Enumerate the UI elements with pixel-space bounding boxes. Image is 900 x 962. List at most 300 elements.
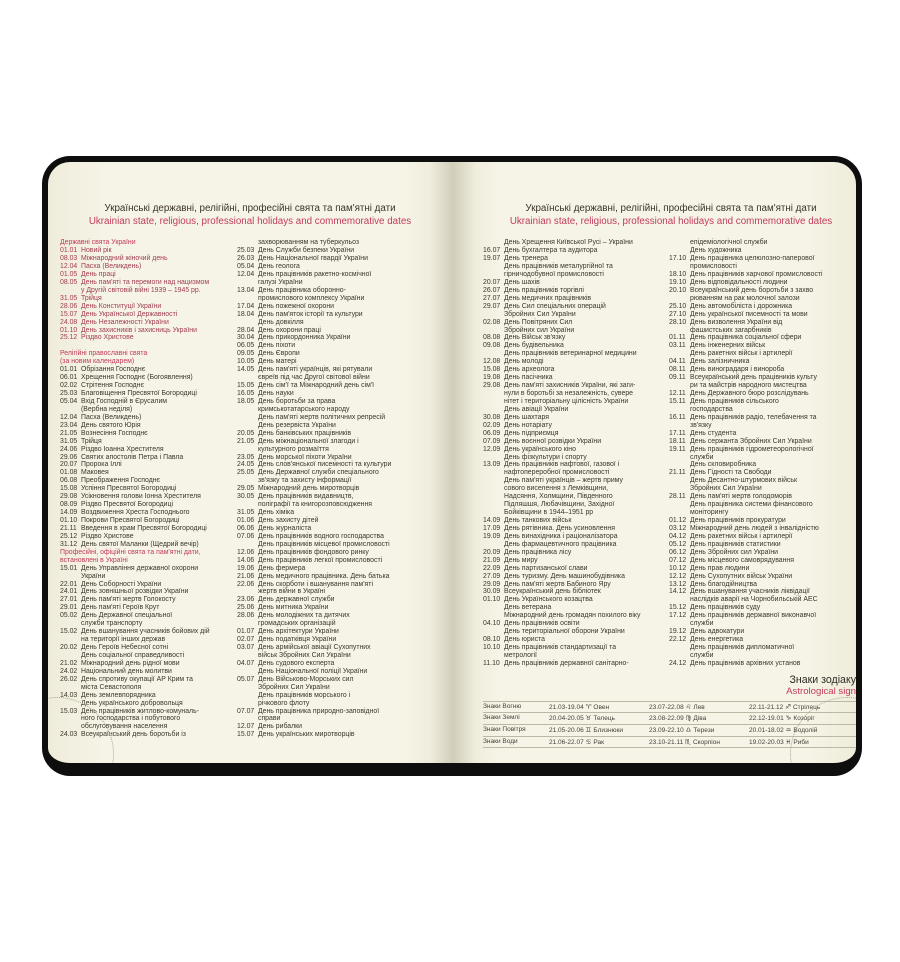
- date-label: 08.08: [483, 334, 501, 342]
- date-label: 15.12: [669, 604, 687, 612]
- zodiac-sign-name: Водолій: [793, 727, 818, 734]
- holiday-line: зв'язку: [690, 421, 712, 429]
- holiday-line: [60, 382, 237, 390]
- holiday-text: День працівників видавництв,: [258, 493, 354, 501]
- holiday-text: День святої Маланки (Щедрий вечір): [81, 540, 199, 548]
- zodiac-date-range: 22.12-19.01: [749, 715, 786, 723]
- zodiac-title-ukrainian: Знаки зодіаку: [789, 673, 856, 686]
- date-label: 01.11: [669, 334, 686, 342]
- holiday-line: [237, 525, 435, 533]
- holiday-line: [669, 533, 856, 541]
- holiday-line: рюванням на рак молочної залози: [690, 294, 800, 302]
- date-label: 02.07: [237, 636, 255, 644]
- holiday-line: [483, 660, 669, 668]
- date-label: 12.07: [237, 723, 255, 731]
- date-label: 05.12: [669, 540, 687, 548]
- holiday-line: [60, 303, 237, 311]
- zodiac-date-range: 21.03-19.04: [549, 703, 586, 711]
- holiday-line: [60, 644, 237, 652]
- holiday-text: День українського кіно: [504, 445, 576, 453]
- holiday-text: День Повітряних Сил: [504, 318, 573, 326]
- holiday-line: кримськотатарського народу: [258, 405, 350, 413]
- date-label: 28.10: [669, 318, 687, 326]
- holiday-line: [60, 255, 237, 263]
- zodiac-sign-cell: [649, 737, 749, 748]
- holiday-text: День працівників торгівлі: [504, 286, 584, 294]
- holiday-line: справи: [258, 715, 281, 723]
- holiday-line: [483, 446, 669, 454]
- holiday-line: [669, 549, 856, 557]
- date-label: 08.10: [483, 636, 501, 644]
- date-label: 15.05: [237, 382, 255, 390]
- holiday-line: [237, 708, 435, 716]
- holiday-line: День працівника системи фінансового: [690, 501, 813, 509]
- holiday-line: День скловиробника: [690, 461, 757, 469]
- holiday-text: День бухгалтера та аудитора: [504, 247, 598, 255]
- holiday-text: День Українського козацтва: [504, 596, 593, 604]
- date-label: 19.12: [669, 628, 687, 636]
- holiday-line: [237, 660, 435, 668]
- left-page-columns: [60, 239, 452, 739]
- date-label: 18.05: [237, 397, 255, 405]
- date-label: 29.01: [60, 604, 78, 612]
- holiday-text: День медичних працівників: [504, 294, 592, 302]
- holiday-line: [60, 525, 237, 533]
- holiday-text: День Соборності України: [81, 580, 162, 588]
- holiday-line: День працівників ветеринарної медицини: [504, 350, 637, 358]
- holiday-line: [60, 533, 237, 541]
- zodiac-element-label: Знаки Вогню: [483, 702, 522, 710]
- holiday-text: День пам'яток історії та культури: [258, 310, 363, 318]
- holiday-line: День територіальної оборони України: [504, 628, 625, 636]
- holiday-line: [483, 517, 669, 525]
- holiday-text: День тренера: [504, 255, 548, 263]
- holiday-line: Підляшшя, Любачівщини, Західної: [504, 501, 615, 509]
- holiday-line: господарства: [690, 405, 733, 413]
- holiday-text: День Збройних сил України: [690, 548, 778, 556]
- date-label: 15.01: [60, 564, 78, 572]
- holiday-column-1: [60, 239, 237, 739]
- holiday-line: [483, 366, 669, 374]
- zodiac-sign-cell: [549, 713, 649, 724]
- holiday-text: День працівників прокуратури: [690, 517, 786, 524]
- holiday-line: [237, 390, 435, 398]
- right-page-header: [452, 203, 856, 228]
- holiday-text: День праці: [81, 270, 116, 278]
- holiday-text: День Військ зв'язку: [504, 334, 566, 342]
- holiday-text: День вшанування учасників бойових дій: [81, 628, 210, 636]
- holiday-line: епідеміологічної служби: [690, 239, 768, 247]
- holiday-line: [60, 366, 237, 374]
- date-label: 18.04: [237, 310, 255, 318]
- zodiac-sign-icon: ♍: [685, 714, 694, 723]
- zodiac-sign-icon: ♊: [585, 726, 594, 734]
- holiday-text: Обрізання Господнє: [81, 366, 146, 374]
- holiday-line: у Другій світовій війні 1939 – 1945 рр.: [81, 286, 201, 294]
- holiday-text: День археолога: [504, 366, 555, 374]
- holiday-line: День Хрещення Київської Русі – України: [504, 239, 633, 247]
- holiday-line: [237, 287, 435, 295]
- holiday-text: День пожежної охорони: [258, 302, 335, 310]
- holiday-text: Всеукраїнський день бібліотек: [504, 588, 601, 596]
- date-label: 01.07: [237, 628, 255, 636]
- holiday-line: [237, 366, 435, 374]
- holiday-text: Різдво Христове: [81, 532, 134, 540]
- holiday-text: День визволення України від: [690, 318, 783, 326]
- holiday-text: День пам'яті українців, які рятували: [258, 366, 373, 374]
- page-title-english: Ukrainian state, religious, professional holidays and commemorative dates: [509, 215, 833, 227]
- holiday-line: [60, 311, 237, 319]
- date-label: 20.10: [669, 286, 687, 294]
- date-label: 28.06: [237, 612, 255, 620]
- holiday-line: [60, 565, 237, 573]
- holiday-text: День податківця України: [258, 636, 337, 644]
- holiday-text: Святих апостолів Петра і Павла: [81, 453, 184, 461]
- holiday-line: служби: [690, 620, 714, 628]
- holiday-line: [669, 398, 856, 406]
- holiday-line: [483, 430, 669, 438]
- holiday-line: [60, 541, 237, 549]
- date-label: 25.03: [237, 247, 255, 255]
- holiday-text: День українських миротворців: [258, 731, 355, 739]
- holiday-line: [483, 644, 669, 652]
- zodiac-element-label: Знаки Води: [483, 737, 518, 745]
- holiday-line: галузі України: [258, 278, 303, 286]
- holiday-line: [60, 398, 237, 406]
- holiday-text: Пророка Іллі: [81, 461, 122, 469]
- holiday-text: День молоді: [504, 358, 544, 366]
- holiday-column-4: [669, 239, 856, 668]
- holiday-line: [669, 493, 856, 501]
- zodiac-date-range: 21.05-20.06: [549, 727, 586, 734]
- holiday-text: День пам'яті жертв Голокосту: [81, 596, 176, 604]
- zodiac-sign-icon: ♎: [685, 726, 694, 734]
- holiday-line: [60, 279, 237, 287]
- holiday-line: [483, 247, 669, 255]
- date-label: 27.01: [60, 596, 78, 604]
- holiday-line: [669, 541, 856, 549]
- holiday-text: Маковея: [81, 469, 109, 477]
- holiday-line: жертв війни в Україні: [258, 588, 326, 596]
- date-label: 15.08: [483, 366, 501, 374]
- holiday-text: День юриста: [504, 636, 546, 644]
- holiday-line: [483, 287, 669, 295]
- holiday-line: культурного розмаїття: [258, 445, 329, 453]
- date-label: 05.04: [237, 263, 255, 270]
- holiday-text: День боротьби за права: [258, 397, 336, 405]
- date-label: 22.12: [669, 636, 687, 644]
- date-label: 24.01: [60, 588, 78, 596]
- date-label: 15.08: [60, 485, 78, 493]
- holiday-line: Міжнародний день громадян похилого віку: [504, 612, 641, 620]
- date-label: 12.12: [669, 572, 687, 580]
- zodiac-sign-name: Близнюки: [593, 727, 623, 734]
- date-label: 24.06: [60, 445, 78, 453]
- date-label: 23.05: [237, 453, 255, 461]
- date-label: 17.12: [669, 612, 687, 620]
- holiday-line: [483, 319, 669, 327]
- holiday-line: [237, 557, 435, 565]
- date-label: 28.04: [237, 326, 255, 334]
- zodiac-sign-cell: [549, 702, 649, 713]
- date-label: 12.04: [60, 413, 78, 421]
- date-label: 25.06: [237, 604, 255, 612]
- date-label: 01.10: [60, 517, 78, 524]
- date-label: 29.05: [237, 485, 255, 493]
- date-label: 14.09: [483, 517, 501, 524]
- zodiac-date-range: 19.02-20.03: [749, 738, 786, 746]
- date-label: 16.05: [237, 390, 255, 397]
- date-label: 20.07: [60, 461, 78, 469]
- date-label: 30.09: [483, 588, 501, 596]
- zodiac-sign-name: Терези: [693, 727, 715, 734]
- zodiac-sign-cell: [649, 713, 749, 724]
- holiday-text: День захисту дітей: [258, 517, 319, 524]
- zodiac-date-range: 22.11-21.12: [749, 703, 786, 711]
- date-label: 20.09: [483, 548, 501, 556]
- holiday-line: [483, 382, 669, 390]
- holiday-text: День пам'яті жертв голодоморів: [690, 493, 792, 501]
- date-label: 25.03: [60, 390, 78, 397]
- holiday-text: Усікновення голови Іонна Хрестителя: [81, 493, 201, 501]
- holiday-line: річкового флоту: [258, 699, 310, 707]
- holiday-text: Міжнародний день миротворців: [258, 485, 360, 493]
- holiday-line: [669, 525, 856, 533]
- holiday-text: День винахідника і раціоналізатора: [504, 532, 618, 540]
- date-label: 12.09: [483, 445, 501, 453]
- date-label: 27.10: [669, 310, 687, 318]
- zodiac-sign-cell: [549, 737, 649, 748]
- holiday-line: День довкілля: [258, 318, 304, 326]
- holiday-text: Всеукраїнський день боротьби із: [81, 731, 186, 739]
- holiday-line: День художника: [690, 247, 742, 255]
- holiday-text: День пасічника: [504, 374, 553, 382]
- holiday-column-3: [483, 239, 669, 668]
- holiday-line: День пам'яті жертв політичних репресій: [258, 413, 386, 421]
- zodiac-sign-name: Діва: [693, 715, 707, 723]
- zodiac-date-range: 23.09-22.10: [649, 727, 686, 734]
- date-label: 22.01: [60, 580, 78, 588]
- holiday-text: День Європи: [258, 350, 300, 358]
- date-label: 04.12: [669, 532, 687, 540]
- holiday-line: [60, 422, 237, 430]
- holiday-line: Збройних Сил України: [504, 310, 576, 318]
- holiday-line: [483, 295, 669, 303]
- date-label: 10.05: [237, 358, 255, 366]
- holiday-line: [60, 390, 237, 398]
- zodiac-sign-name: Телець: [593, 715, 615, 723]
- holiday-text: День Управління державної охорони: [81, 564, 199, 572]
- holiday-line: (Вербна неділя): [81, 405, 133, 413]
- date-label: 07.09: [483, 437, 501, 445]
- holiday-line: [237, 430, 435, 438]
- zodiac-date-range: 23.07-22.08: [649, 703, 686, 711]
- holiday-line: День ветерана: [504, 604, 552, 612]
- holiday-line: [237, 342, 435, 350]
- holiday-text: Вхід Господній в Єрусалим: [81, 397, 168, 405]
- date-label: 04.11: [669, 358, 686, 366]
- holiday-line: [483, 438, 669, 446]
- holiday-text: День спротиву окупації АР Крим та: [81, 675, 193, 683]
- date-label: 08.11: [669, 366, 686, 374]
- holiday-text: День митника України: [258, 604, 329, 612]
- holiday-line: День авіації України: [504, 405, 569, 413]
- date-label: 25.10: [669, 302, 687, 310]
- zodiac-sign-name: Овен: [593, 703, 610, 711]
- section-heading: (за новим календарем): [60, 358, 135, 366]
- date-label: 27.09: [483, 572, 501, 580]
- date-label: 23.04: [60, 421, 78, 429]
- holiday-line: служби: [690, 453, 714, 461]
- date-label: 24.03: [60, 731, 78, 739]
- holiday-line: [60, 446, 237, 454]
- date-label: 15.02: [60, 628, 78, 636]
- date-label: 09.08: [483, 342, 501, 350]
- holiday-text: День працівників освіти: [504, 620, 580, 628]
- holiday-text: День туризму. День машинобудівника: [504, 572, 625, 580]
- holiday-line: [483, 557, 669, 565]
- holiday-line: Надсяння, Холмщини, Південного: [504, 493, 613, 501]
- holiday-text: Хрещення Господнє (Богоявлення): [81, 374, 193, 382]
- holiday-line: День резервіста України: [258, 421, 336, 429]
- date-label: 01.12: [669, 517, 687, 524]
- holiday-line: [60, 676, 237, 684]
- holiday-line: [60, 319, 237, 327]
- holiday-line: [483, 303, 669, 311]
- date-label: 24.02: [60, 667, 78, 675]
- date-label: 14.12: [669, 588, 687, 596]
- holiday-line: гірничодобувної промисловості: [504, 270, 604, 278]
- holiday-text: День шахів: [504, 278, 540, 286]
- holiday-text: День працівника природно-заповідної: [258, 707, 380, 715]
- holiday-line: промислового комплексу України: [258, 294, 365, 302]
- holiday-text: День молодіжних та дитячих: [258, 612, 350, 620]
- holiday-line: наслідків аварії на Чорнобильській АЕС: [690, 596, 818, 604]
- holiday-text: День енергетика: [690, 636, 744, 644]
- holiday-line: День фармацевтичного працівника: [504, 540, 617, 548]
- zodiac-sign-icon: ♌: [685, 702, 694, 711]
- date-label: 10.12: [669, 564, 687, 572]
- holiday-line: [669, 390, 856, 398]
- date-label: 21.05: [60, 429, 78, 437]
- holiday-text: День морської піхоти України: [258, 453, 352, 461]
- holiday-line: [60, 628, 237, 636]
- holiday-line: [669, 311, 856, 319]
- right-page-columns: [483, 239, 856, 668]
- date-label: 21.11: [60, 524, 77, 532]
- holiday-text: День миру: [504, 556, 538, 564]
- holiday-text: Стрітення Господнє: [81, 382, 144, 390]
- holiday-text: День Сил спеціальних операцій: [504, 302, 606, 310]
- section-heading: Релігійні православні свята: [60, 350, 148, 358]
- date-label: 01.08: [60, 469, 78, 477]
- holiday-text: Покрови Пресвятої Богородиці: [81, 517, 180, 524]
- left-page: [48, 162, 452, 763]
- date-label: 15.07: [60, 310, 78, 318]
- date-label: 29.07: [483, 302, 501, 310]
- holiday-line: [669, 660, 856, 668]
- holiday-line: День працівників місцевої промисловості: [258, 540, 390, 548]
- holiday-line: Збройних Сил України: [690, 485, 762, 493]
- zodiac-date-range: 23.10-21.11: [649, 738, 686, 746]
- holiday-text: День танкових військ: [504, 517, 572, 524]
- holiday-line: ри та майстрів народного мистецтва: [690, 382, 807, 390]
- date-label: 06.06: [237, 524, 255, 532]
- holiday-line: [669, 430, 856, 438]
- date-label: 21.02: [60, 659, 78, 667]
- date-label: 29.06: [60, 453, 78, 461]
- holiday-line: [237, 628, 435, 636]
- date-label: 14.06: [237, 556, 255, 564]
- right-page: [452, 162, 856, 763]
- date-label: 31.05: [60, 294, 78, 302]
- holiday-text: День журналіста: [258, 524, 312, 532]
- holiday-text: День зовнішньої розвідки України: [81, 588, 189, 596]
- holiday-line: [60, 692, 237, 700]
- date-label: 26.03: [237, 255, 255, 263]
- date-label: 02.02: [60, 382, 78, 390]
- zodiac-sign-cell: [649, 725, 749, 736]
- holiday-line: [669, 628, 856, 636]
- holiday-text: День судового експерта: [258, 659, 335, 667]
- date-label: 30.08: [483, 413, 501, 421]
- holiday-line: промисловості: [690, 263, 737, 270]
- holiday-line: [483, 636, 669, 644]
- holiday-text: Різдво Іоанна Хрестителя: [81, 445, 164, 453]
- holiday-line: [237, 398, 435, 406]
- holiday-text: Міжнародний день рідної мови: [81, 659, 180, 667]
- date-label: 07.06: [237, 532, 255, 540]
- holiday-text: День Української Державності: [81, 310, 178, 318]
- holiday-line: [60, 509, 237, 517]
- holiday-text: День інженерних військ: [690, 342, 766, 350]
- date-label: 12.06: [237, 548, 255, 556]
- holiday-text: Національний день молитви: [81, 667, 172, 675]
- holiday-text: День Незалежності України: [81, 318, 169, 326]
- holiday-line: [237, 327, 435, 335]
- holiday-text: День будівельника: [504, 342, 564, 350]
- zodiac-sign-name: Скорпіон: [692, 738, 720, 746]
- holiday-text: День охорони праці: [258, 326, 321, 334]
- holiday-line: [237, 549, 435, 557]
- holiday-text: Вознесіння Господнє: [81, 429, 148, 437]
- holiday-text: День ракетних військ і артилерії: [690, 532, 793, 540]
- holiday-text: День архітектури України: [258, 628, 339, 636]
- date-label: 21.09: [483, 556, 501, 564]
- holiday-line: євреїв під час Другої світової війни: [258, 374, 370, 382]
- holiday-line: поліграфії та книгорозповсюдження: [258, 501, 373, 509]
- holiday-line: Збройних Сил України: [258, 683, 330, 691]
- date-label: 24.05: [237, 461, 255, 469]
- holiday-line: [60, 295, 237, 303]
- holiday-line: України: [81, 572, 106, 580]
- holiday-line: [669, 636, 856, 644]
- zodiac-sign-icon: ♓: [785, 737, 794, 746]
- holiday-line: [60, 668, 237, 676]
- holiday-line: [483, 525, 669, 533]
- holiday-text: День працівників сільського: [690, 397, 779, 405]
- holiday-line: [669, 612, 856, 620]
- date-label: 22.06: [237, 580, 255, 588]
- date-label: 28.06: [60, 302, 78, 310]
- date-label: 03.07: [237, 644, 255, 651]
- date-label: 19.07: [483, 255, 501, 263]
- holiday-line: [483, 358, 669, 366]
- date-label: 08.05: [60, 278, 78, 286]
- holiday-line: [669, 279, 856, 287]
- holiday-line: [669, 565, 856, 573]
- page-title-ukrainian: Українські державні, релігійні, професійні свята та пам'ятні дати: [104, 203, 396, 214]
